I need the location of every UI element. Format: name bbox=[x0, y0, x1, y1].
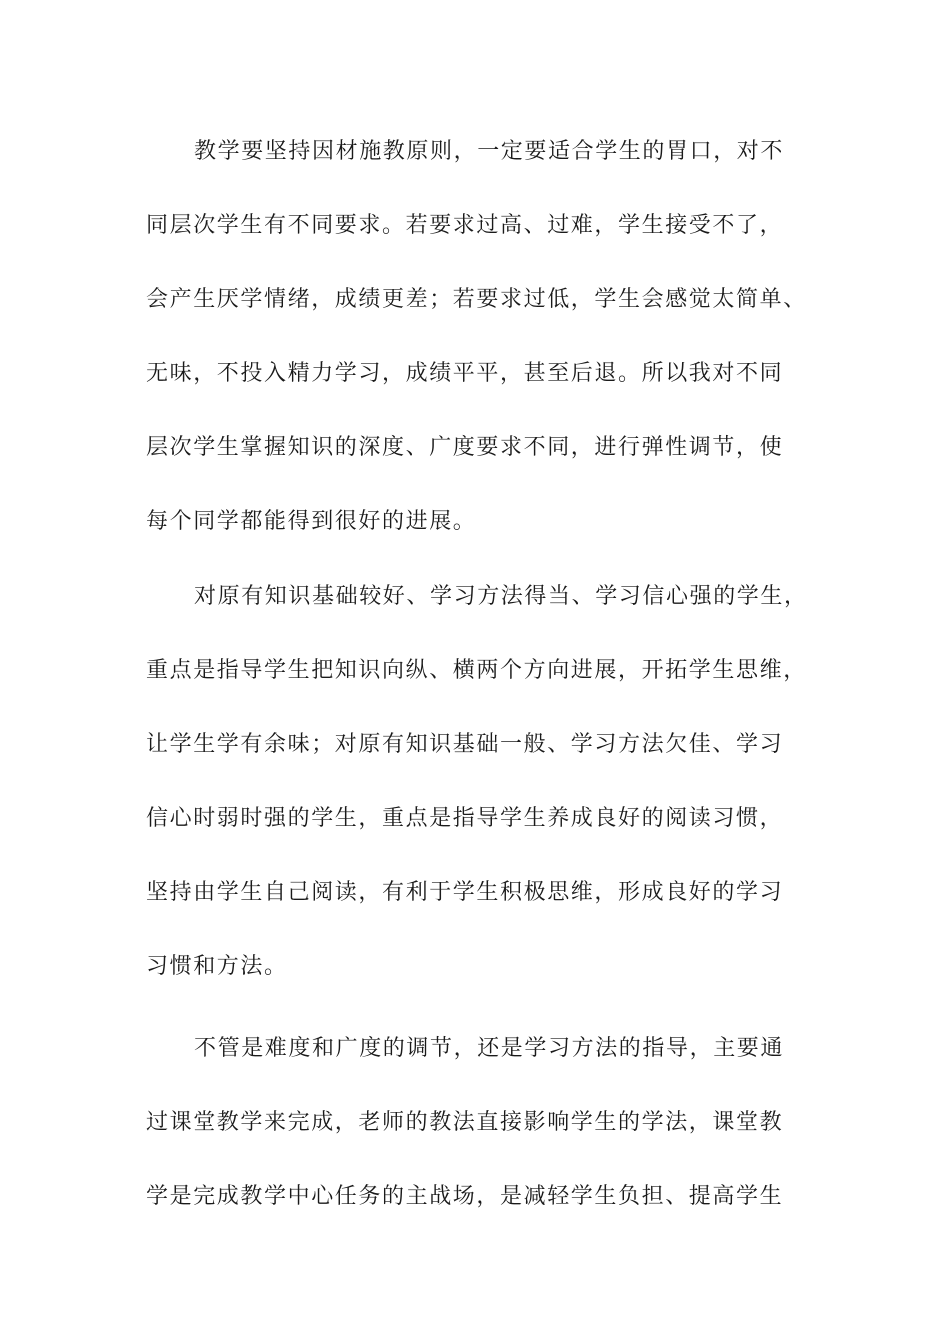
paragraph-1-line-5: 层次学生掌握知识的深度、广度要求不同，进行弹性调节，使 bbox=[146, 435, 784, 460]
paragraph-2-line-5: 坚持由学生自己阅读，有利于学生积极思维，形成良好的学习 bbox=[146, 880, 784, 905]
paragraph-2-line-2: 重点是指导学生把知识向纵、横两个方向进展，开拓学生思维， bbox=[146, 658, 807, 683]
paragraph-3-line-1: 不管是难度和广度的调节，还是学习方法的指导，主要通 bbox=[194, 1036, 785, 1061]
paragraph-1-line-2: 同层次学生有不同要求。若要求过高、过难，学生接受不了， bbox=[146, 213, 784, 238]
paragraph-1-line-1: 教学要坚持因材施教原则，一定要适合学生的胃口，对不 bbox=[194, 139, 785, 164]
paragraph-2-line-4: 信心时弱时强的学生，重点是指导学生养成良好的阅读习惯， bbox=[146, 806, 784, 831]
paragraph-1-line-3: 会产生厌学情绪，成绩更差；若要求过低，学生会感觉太简单、 bbox=[146, 287, 807, 312]
paragraph-2-line-3: 让学生学有余味；对原有知识基础一般、学习方法欠佳、学习 bbox=[146, 732, 784, 757]
paragraph-2-line-6: 习惯和方法。 bbox=[146, 954, 288, 979]
paragraph-1-line-6: 每个同学都能得到很好的进展。 bbox=[146, 509, 477, 534]
paragraph-3-line-3: 学是完成教学中心任务的主战场，是减轻学生负担、提高学生 bbox=[146, 1184, 784, 1209]
paragraph-2-line-1: 对原有知识基础较好、学习方法得当、学习信心强的学生， bbox=[194, 584, 808, 609]
paragraph-3-line-2: 过课堂教学来完成，老师的教法直接影响学生的学法，课堂教 bbox=[146, 1110, 784, 1135]
paragraph-1-line-4: 无味，不投入精力学习，成绩平平，甚至后退。所以我对不同 bbox=[146, 361, 784, 386]
